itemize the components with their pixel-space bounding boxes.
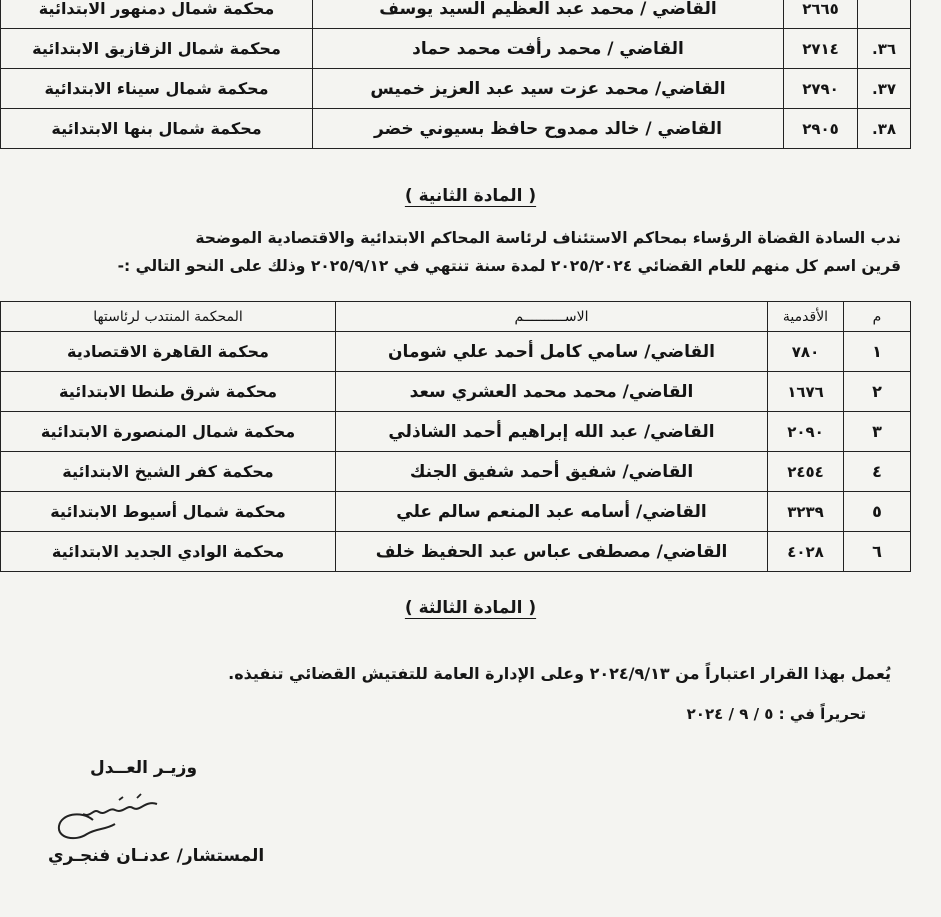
row-judge-name: القاضي / خالد ممدوح حافظ بسيوني خضر [313, 109, 784, 149]
article-2-line-1: ندب السادة القضاة الرؤساء بمحاكم الاستئناف لرئاسة المحاكم الابتدائية والاقتصادية الموضحة [195, 229, 901, 247]
row-judge-name: القاضي/ محمد عزت سيد عبد العزيز خميس [313, 69, 784, 109]
row-judge-name: القاضي/ عبد الله إبراهيم أحمد الشاذلي [336, 412, 768, 452]
row-index [858, 0, 911, 29]
table-header-row [1, 302, 911, 332]
article-3-heading [0, 598, 941, 618]
table-row [1, 109, 911, 149]
row-seniority: ٢٠٩٠ [768, 412, 844, 452]
row-judge-name: القاضي/ شفيق أحمد شفيق الجنك [336, 452, 768, 492]
row-court: محكمة شرق طنطا الابتدائية [1, 372, 336, 412]
row-judge-name: القاضي/ سامي كامل أحمد علي شومان [336, 332, 768, 372]
judges-table-continued [0, 0, 911, 149]
row-court: محكمة شمال سيناء الابتدائية [1, 69, 313, 109]
row-court: محكمة شمال المنصورة الابتدائية [1, 412, 336, 452]
row-seniority: ٢٩٠٥ [784, 109, 858, 149]
row-index: ٣٦. [858, 29, 911, 69]
row-judge-name: القاضي/ محمد محمد العشري سعد [336, 372, 768, 412]
row-index: ٥ [844, 492, 911, 532]
table-row [1, 69, 911, 109]
header-name: الاســــــــــم [336, 302, 768, 332]
row-seniority: ٢٤٥٤ [768, 452, 844, 492]
row-seniority: ٣٢٣٩ [768, 492, 844, 532]
row-index: ٢ [844, 372, 911, 412]
decree-date: تحريراً في : ٥ / ٩ / ٢٠٢٤ [686, 705, 866, 723]
row-index: ٦ [844, 532, 911, 572]
row-seniority: ٢٧٩٠ [784, 69, 858, 109]
row-judge-name: القاضي / محمد رأفت محمد حماد [313, 29, 784, 69]
row-index: ٣٨. [858, 109, 911, 149]
table-row [1, 452, 911, 492]
row-court: محكمة شمال بنها الابتدائية [1, 109, 313, 149]
handwritten-signature [45, 790, 165, 850]
article-2-line-2: قرين اسم كل منهم للعام القضائي ٢٠٢٥/٢٠٢٤ لمدة سنة تنتهي في ٢٠٢٥/٩/١٢ وذلك على النحو التالي :- [117, 257, 901, 275]
table-row [1, 29, 911, 69]
table-row [1, 372, 911, 412]
row-court: محكمة شمال دمنهور الابتدائية [1, 0, 313, 29]
row-seniority: ٢٧١٤ [784, 29, 858, 69]
row-index: ٣ [844, 412, 911, 452]
table-row [1, 0, 911, 29]
row-court: محكمة شمال الزقازيق الابتدائية [1, 29, 313, 69]
header-seniority: الأقدمية [768, 302, 844, 332]
row-seniority: ٤٠٢٨ [768, 532, 844, 572]
row-index: ٣٧. [858, 69, 911, 109]
article-2-title: ( المادة الثانية ) [404, 186, 537, 206]
article-3-title: ( المادة الثالثة ) [404, 598, 537, 618]
row-judge-name: القاضي / محمد عبد العظيم السيد يوسف [313, 0, 784, 29]
row-court: محكمة القاهرة الاقتصادية [1, 332, 336, 372]
row-seniority: ٢٦٦٥ [784, 0, 858, 29]
row-judge-name: القاضي/ أسامه عبد المنعم سالم علي [336, 492, 768, 532]
row-court: محكمة شمال أسيوط الابتدائية [1, 492, 336, 532]
row-index: ١ [844, 332, 911, 372]
row-court: محكمة كفر الشيخ الابتدائية [1, 452, 336, 492]
article-2-heading [0, 186, 941, 206]
article-3-text: يُعمل بهذا القرار اعتباراً من ٢٠٢٤/٩/١٣ وعلى الإدارة العامة للتفتيش القضائي تنفيذه. [228, 664, 891, 683]
table-row [1, 412, 911, 452]
table-row [1, 492, 911, 532]
row-judge-name: القاضي/ مصطفى عباس عبد الحفيظ خلف [336, 532, 768, 572]
minister-title: وزيـر العــدل [90, 758, 198, 778]
table-row [1, 332, 911, 372]
row-seniority: ١٦٧٦ [768, 372, 844, 412]
delegation-table [0, 301, 911, 572]
table-row [1, 532, 911, 572]
row-court: محكمة الوادي الجديد الابتدائية [1, 532, 336, 572]
header-index: م [844, 302, 911, 332]
row-seniority: ٧٨٠ [768, 332, 844, 372]
signatory-name: المستشار/ عدنـان فنجـري [48, 846, 265, 866]
header-court: المحكمة المنتدب لرئاستها [1, 302, 336, 332]
row-index: ٤ [844, 452, 911, 492]
